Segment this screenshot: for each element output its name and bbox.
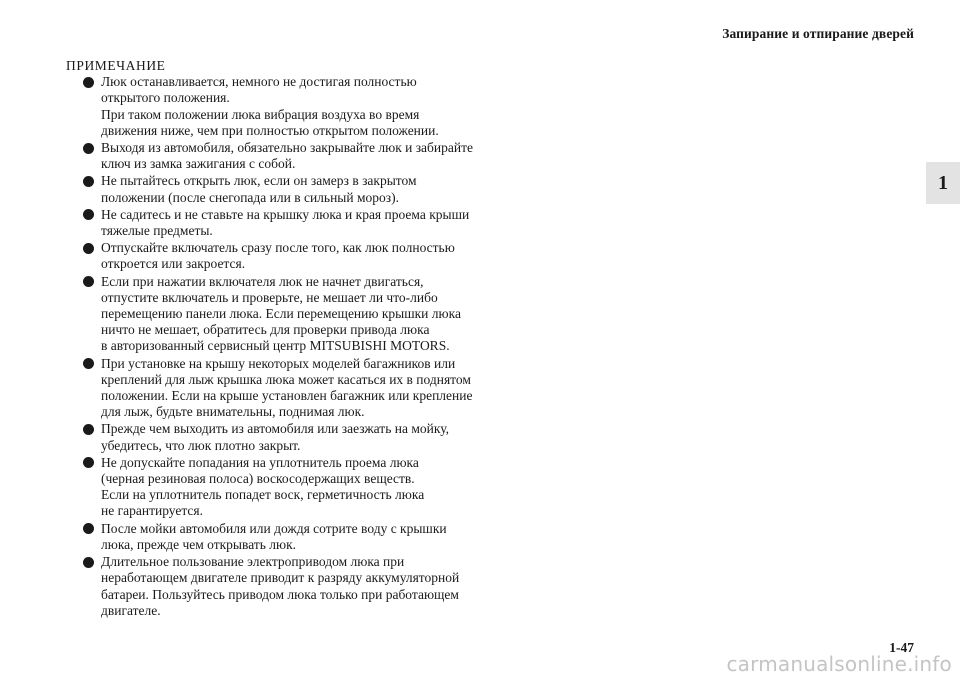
note-item-line: ключ из замка зажигания с собой.	[101, 156, 296, 172]
note-item-line: батареи. Пользуйтесь приводом люка только при работающем	[101, 586, 459, 602]
note-item-line: Выходя из автомобиля, обязательно закрывайте люк и забирайте	[101, 140, 474, 156]
note-item-line: После мойки автомобиля или дождя сотрите воду с крышки	[101, 520, 447, 536]
note-item	[66, 554, 486, 619]
note-item-line: открытого положения.	[101, 90, 230, 106]
note-item-line: Если при нажатии включателя люк не начнет двигаться,	[101, 273, 424, 289]
note-item-line: Если на уплотнитель попадет воск, герметичность люка	[101, 487, 425, 503]
bullet-icon	[83, 276, 94, 287]
bullet-icon	[83, 243, 94, 254]
note-item	[66, 421, 486, 453]
note-item-line: При таком положении люка вибрация воздуха во время	[101, 106, 420, 122]
note-item	[66, 140, 486, 172]
note-item	[66, 521, 486, 553]
note-item-line: убедитесь, что люк плотно закрыт.	[101, 437, 301, 453]
note-item-line: Не садитесь и не ставьте на крышку люка и края проема крыши	[101, 206, 470, 222]
note-item-line: не гарантируется.	[101, 503, 203, 519]
note-item	[66, 173, 486, 205]
note-item-line: положении. Если на крыше установлен багажник или крепление	[101, 388, 473, 404]
note-item-line: движения ниже, чем при полностью открытом положении.	[101, 122, 439, 138]
note-item-line: Длительное пользование электроприводом люка при	[101, 554, 405, 570]
note-item-line: Прежде чем выходить из автомобиля или заезжать на мойку,	[101, 421, 449, 437]
note-item-line: откроется или закроется.	[101, 256, 246, 272]
note-item-line: ничто не мешает, обратитесь для проверки привода люка	[101, 322, 430, 338]
note-item-line: люка, прежде чем открывать люк.	[101, 536, 297, 552]
note-block	[66, 58, 486, 620]
note-item-line: При установке на крышу некоторых моделей багажников или	[101, 355, 456, 371]
chapter-tab: 1	[926, 162, 960, 204]
note-item	[66, 274, 486, 355]
note-item	[66, 455, 486, 520]
note-item-line: креплений для лыж крышка люка может касаться их в поднятом	[101, 371, 471, 387]
note-item-line: тяжелые предметы.	[101, 223, 213, 239]
bullet-icon	[83, 209, 94, 220]
bullet-icon	[83, 424, 94, 435]
bullet-icon	[83, 557, 94, 568]
watermark: carmanualsonline.info	[726, 652, 952, 676]
note-item-line: перемещению панели люка. Если перемещению крышки люка	[101, 306, 461, 322]
note-heading: ПРИМЕЧАНИЕ	[66, 58, 166, 73]
note-item	[66, 207, 486, 239]
note-item-line: двигателе.	[101, 602, 161, 618]
note-item-line: Не допускайте попадания на уплотнитель проема люка	[101, 454, 419, 470]
note-list	[66, 74, 486, 619]
note-item-line: положении (после снегопада или в сильный мороз).	[101, 189, 399, 205]
note-item-line: для лыж, будьте внимательны, поднимая люк.	[101, 404, 365, 420]
page-header-title: Запирание и отпирание дверей	[722, 26, 914, 41]
bullet-icon	[83, 143, 94, 154]
note-item	[66, 74, 486, 139]
bullet-icon	[83, 457, 94, 468]
note-item-line: отпустите включатель и проверьте, не мешает ли что-либо	[101, 289, 438, 305]
note-item-line: неработающем двигателе приводит к разряду аккумуляторной	[101, 570, 460, 586]
note-item-line: Отпускайте включатель сразу после того, как люк полностью	[101, 240, 455, 256]
bullet-icon	[83, 523, 94, 534]
bullet-icon	[83, 358, 94, 369]
bullet-icon	[83, 176, 94, 187]
note-item-line: в авторизованный сервисный центр MITSUBISHI MOTORS.	[101, 338, 450, 354]
bullet-icon	[83, 77, 94, 88]
note-item	[66, 240, 486, 272]
note-item-line: Люк останавливается, немного не достигая полностью	[101, 74, 417, 90]
page-number: 1-47	[889, 640, 914, 655]
note-item	[66, 356, 486, 421]
note-item-line: Не пытайтесь открыть люк, если он замерз в закрытом	[101, 173, 417, 189]
note-item-line: (черная резиновая полоса) воскосодержащих веществ.	[101, 471, 415, 487]
